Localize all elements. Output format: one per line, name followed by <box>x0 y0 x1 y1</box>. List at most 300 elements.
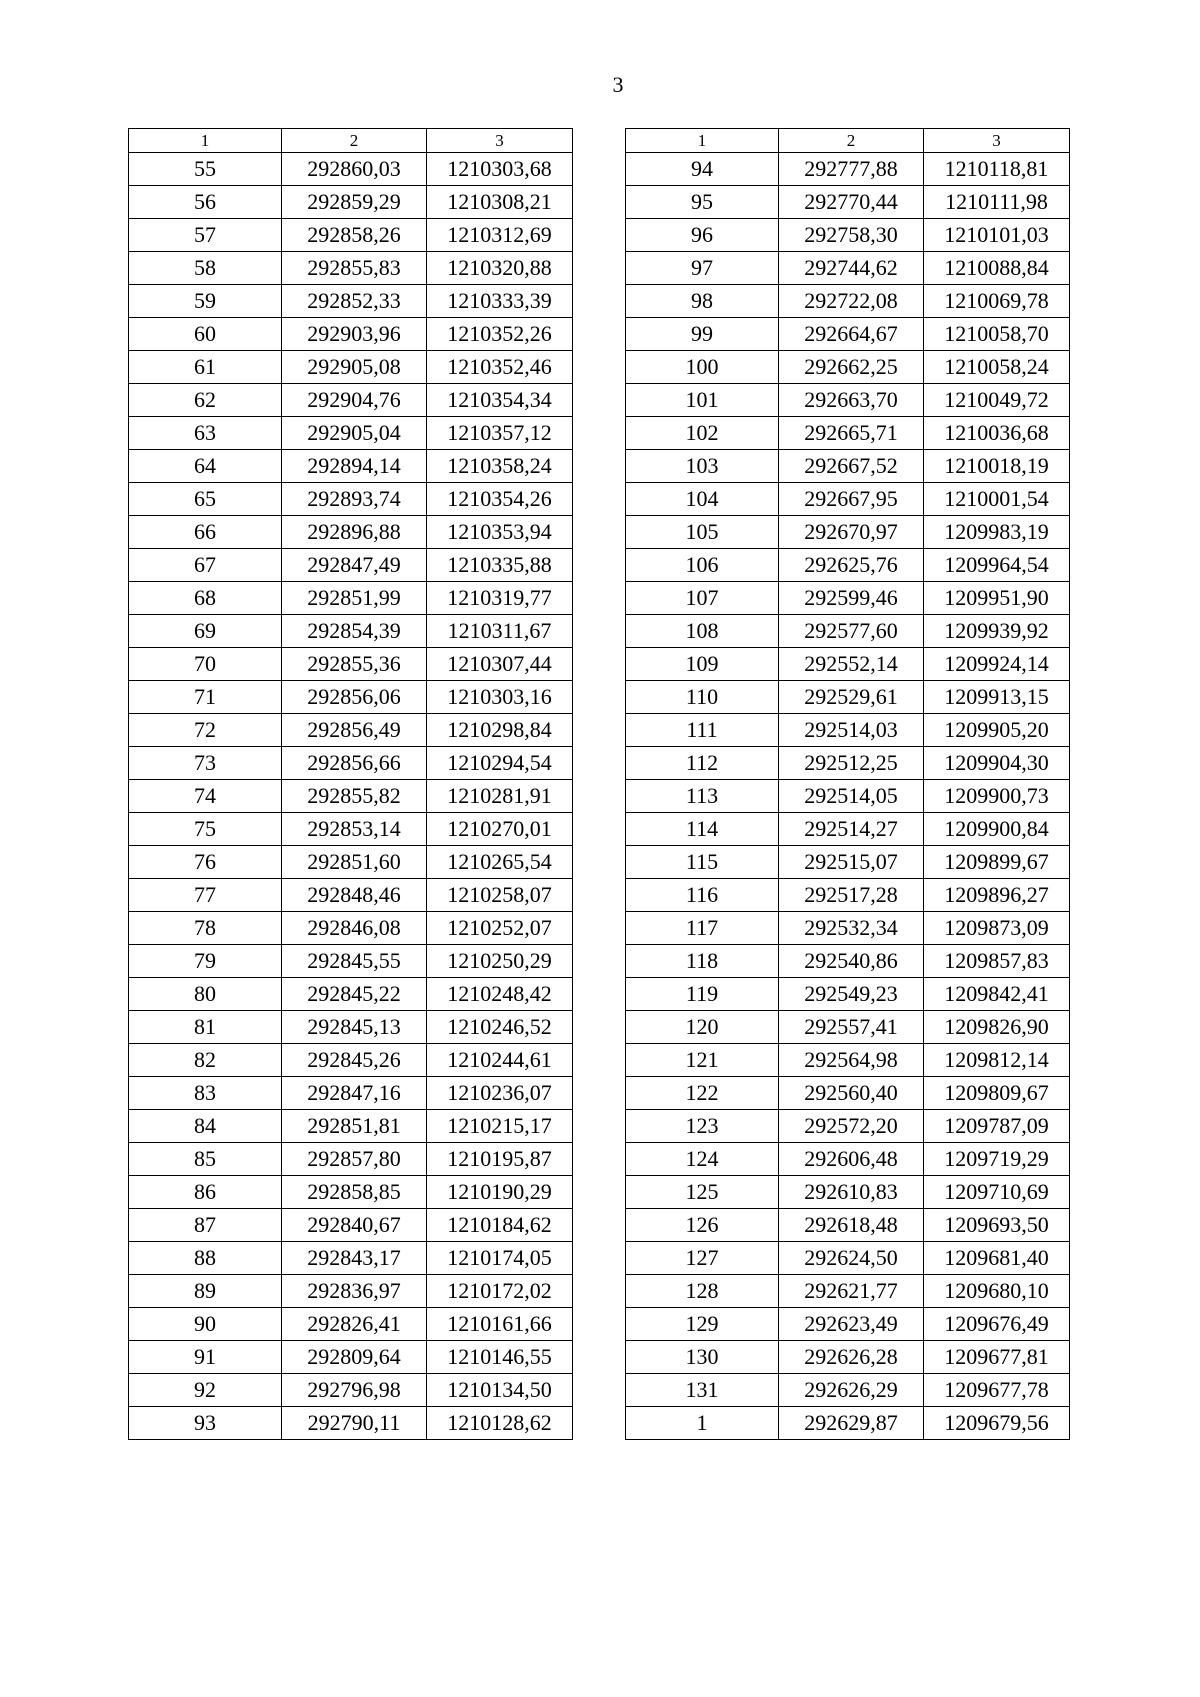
y-coordinate-cell: 1209676,49 <box>924 1308 1070 1341</box>
y-coordinate-cell: 1210111,98 <box>924 186 1070 219</box>
x-coordinate-cell: 292564,98 <box>779 1044 924 1077</box>
y-coordinate-cell: 1209710,69 <box>924 1176 1070 1209</box>
y-coordinate-cell: 1209809,67 <box>924 1077 1070 1110</box>
table-row <box>129 483 573 516</box>
column-header: 2 <box>779 129 924 153</box>
point-number-cell: 71 <box>129 681 282 714</box>
x-coordinate-cell: 292663,70 <box>779 384 924 417</box>
y-coordinate-cell: 1210058,24 <box>924 351 1070 384</box>
point-number-cell: 73 <box>129 747 282 780</box>
point-number-cell: 85 <box>129 1143 282 1176</box>
table-row <box>626 978 1070 1011</box>
point-number-cell: 88 <box>129 1242 282 1275</box>
x-coordinate-cell: 292853,14 <box>282 813 427 846</box>
column-header: 2 <box>282 129 427 153</box>
point-number-cell: 93 <box>129 1407 282 1440</box>
table-row <box>129 516 573 549</box>
y-coordinate-cell: 1210049,72 <box>924 384 1070 417</box>
table-row <box>129 384 573 417</box>
x-coordinate-cell: 292826,41 <box>282 1308 427 1341</box>
point-number-cell: 65 <box>129 483 282 516</box>
table-row <box>129 1407 573 1440</box>
table-row <box>626 186 1070 219</box>
point-number-cell: 110 <box>626 681 779 714</box>
y-coordinate-cell: 1209677,78 <box>924 1374 1070 1407</box>
table-row <box>129 1308 573 1341</box>
table-row <box>129 153 573 186</box>
table-row <box>626 450 1070 483</box>
point-number-cell: 61 <box>129 351 282 384</box>
point-number-cell: 107 <box>626 582 779 615</box>
table-row <box>626 483 1070 516</box>
x-coordinate-cell: 292836,97 <box>282 1275 427 1308</box>
table-row <box>129 1110 573 1143</box>
point-number-cell: 92 <box>129 1374 282 1407</box>
x-coordinate-cell: 292667,95 <box>779 483 924 516</box>
point-number-cell: 127 <box>626 1242 779 1275</box>
y-coordinate-cell: 1210303,68 <box>427 153 573 186</box>
y-coordinate-cell: 1210252,07 <box>427 912 573 945</box>
y-coordinate-cell: 1210320,88 <box>427 252 573 285</box>
y-coordinate-cell: 1210333,39 <box>427 285 573 318</box>
x-coordinate-cell: 292796,98 <box>282 1374 427 1407</box>
point-number-cell: 72 <box>129 714 282 747</box>
table-row <box>626 384 1070 417</box>
table-row <box>129 219 573 252</box>
point-number-cell: 81 <box>129 1011 282 1044</box>
point-number-cell: 89 <box>129 1275 282 1308</box>
table-row <box>626 1341 1070 1374</box>
point-number-cell: 64 <box>129 450 282 483</box>
y-coordinate-cell: 1209826,90 <box>924 1011 1070 1044</box>
table-row <box>626 945 1070 978</box>
table-row <box>626 285 1070 318</box>
column-header: 3 <box>924 129 1070 153</box>
point-number-cell: 103 <box>626 450 779 483</box>
x-coordinate-cell: 292858,85 <box>282 1176 427 1209</box>
table-row <box>626 1077 1070 1110</box>
x-coordinate-cell: 292894,14 <box>282 450 427 483</box>
y-coordinate-cell: 1209900,73 <box>924 780 1070 813</box>
y-coordinate-cell: 1210308,21 <box>427 186 573 219</box>
x-coordinate-cell: 292846,08 <box>282 912 427 945</box>
point-number-cell: 106 <box>626 549 779 582</box>
column-header: 1 <box>626 129 779 153</box>
y-coordinate-cell: 1209983,19 <box>924 516 1070 549</box>
column-header: 1 <box>129 129 282 153</box>
x-coordinate-cell: 292845,55 <box>282 945 427 978</box>
table-row <box>129 1011 573 1044</box>
y-coordinate-cell: 1209913,15 <box>924 681 1070 714</box>
y-coordinate-cell: 1210319,77 <box>427 582 573 615</box>
point-number-cell: 78 <box>129 912 282 945</box>
table-row <box>129 714 573 747</box>
x-coordinate-cell: 292517,28 <box>779 879 924 912</box>
x-coordinate-cell: 292852,33 <box>282 285 427 318</box>
x-coordinate-cell: 292514,05 <box>779 780 924 813</box>
point-number-cell: 75 <box>129 813 282 846</box>
y-coordinate-cell: 1209719,29 <box>924 1143 1070 1176</box>
point-number-cell: 77 <box>129 879 282 912</box>
table-row <box>129 186 573 219</box>
point-number-cell: 114 <box>626 813 779 846</box>
table-header-row <box>129 129 573 153</box>
x-coordinate-cell: 292512,25 <box>779 747 924 780</box>
x-coordinate-cell: 292758,30 <box>779 219 924 252</box>
x-coordinate-cell: 292572,20 <box>779 1110 924 1143</box>
point-number-cell: 87 <box>129 1209 282 1242</box>
y-coordinate-cell: 1210018,19 <box>924 450 1070 483</box>
point-number-cell: 83 <box>129 1077 282 1110</box>
y-coordinate-cell: 1210174,05 <box>427 1242 573 1275</box>
y-coordinate-cell: 1210088,84 <box>924 252 1070 285</box>
y-coordinate-cell: 1210258,07 <box>427 879 573 912</box>
y-coordinate-cell: 1210146,55 <box>427 1341 573 1374</box>
table-row <box>129 1341 573 1374</box>
point-number-cell: 125 <box>626 1176 779 1209</box>
y-coordinate-cell: 1210358,24 <box>427 450 573 483</box>
table-row <box>129 846 573 879</box>
table-row <box>626 681 1070 714</box>
point-number-cell: 131 <box>626 1374 779 1407</box>
x-coordinate-cell: 292744,62 <box>779 252 924 285</box>
x-coordinate-cell: 292859,29 <box>282 186 427 219</box>
point-number-cell: 82 <box>129 1044 282 1077</box>
point-number-cell: 108 <box>626 615 779 648</box>
point-number-cell: 124 <box>626 1143 779 1176</box>
table-row <box>129 1143 573 1176</box>
table-row <box>129 681 573 714</box>
x-coordinate-cell: 292851,60 <box>282 846 427 879</box>
point-number-cell: 66 <box>129 516 282 549</box>
point-number-cell: 58 <box>129 252 282 285</box>
x-coordinate-cell: 292848,46 <box>282 879 427 912</box>
table-row <box>626 780 1070 813</box>
x-coordinate-cell: 292858,26 <box>282 219 427 252</box>
point-number-cell: 90 <box>129 1308 282 1341</box>
y-coordinate-cell: 1209964,54 <box>924 549 1070 582</box>
y-coordinate-cell: 1209904,30 <box>924 747 1070 780</box>
x-coordinate-cell: 292667,52 <box>779 450 924 483</box>
table-row <box>626 1407 1070 1440</box>
y-coordinate-cell: 1209681,40 <box>924 1242 1070 1275</box>
point-number-cell: 55 <box>129 153 282 186</box>
x-coordinate-cell: 292845,22 <box>282 978 427 1011</box>
x-coordinate-cell: 292626,29 <box>779 1374 924 1407</box>
table-row <box>129 978 573 1011</box>
x-coordinate-cell: 292790,11 <box>282 1407 427 1440</box>
x-coordinate-cell: 292856,66 <box>282 747 427 780</box>
x-coordinate-cell: 292905,08 <box>282 351 427 384</box>
point-number-cell: 130 <box>626 1341 779 1374</box>
y-coordinate-cell: 1210312,69 <box>427 219 573 252</box>
coordinates-table-left <box>128 128 573 1440</box>
x-coordinate-cell: 292625,76 <box>779 549 924 582</box>
point-number-cell: 57 <box>129 219 282 252</box>
table-row <box>129 450 573 483</box>
x-coordinate-cell: 292514,27 <box>779 813 924 846</box>
point-number-cell: 126 <box>626 1209 779 1242</box>
table-row <box>626 813 1070 846</box>
point-number-cell: 97 <box>626 252 779 285</box>
table-row <box>626 1044 1070 1077</box>
table-row <box>626 549 1070 582</box>
y-coordinate-cell: 1210250,29 <box>427 945 573 978</box>
x-coordinate-cell: 292514,03 <box>779 714 924 747</box>
x-coordinate-cell: 292856,49 <box>282 714 427 747</box>
table-row <box>626 1374 1070 1407</box>
x-coordinate-cell: 292857,80 <box>282 1143 427 1176</box>
table-row <box>626 879 1070 912</box>
x-coordinate-cell: 292629,87 <box>779 1407 924 1440</box>
point-number-cell: 116 <box>626 879 779 912</box>
x-coordinate-cell: 292560,40 <box>779 1077 924 1110</box>
point-number-cell: 79 <box>129 945 282 978</box>
table-row <box>626 846 1070 879</box>
y-coordinate-cell: 1210195,87 <box>427 1143 573 1176</box>
y-coordinate-cell: 1209857,83 <box>924 945 1070 978</box>
y-coordinate-cell: 1210303,16 <box>427 681 573 714</box>
y-coordinate-cell: 1210311,67 <box>427 615 573 648</box>
y-coordinate-cell: 1210265,54 <box>427 846 573 879</box>
point-number-cell: 109 <box>626 648 779 681</box>
x-coordinate-cell: 292552,14 <box>779 648 924 681</box>
table-row <box>129 1044 573 1077</box>
x-coordinate-cell: 292893,74 <box>282 483 427 516</box>
y-coordinate-cell: 1210001,54 <box>924 483 1070 516</box>
x-coordinate-cell: 292847,16 <box>282 1077 427 1110</box>
y-coordinate-cell: 1210101,03 <box>924 219 1070 252</box>
y-coordinate-cell: 1210353,94 <box>427 516 573 549</box>
y-coordinate-cell: 1210058,70 <box>924 318 1070 351</box>
x-coordinate-cell: 292847,49 <box>282 549 427 582</box>
x-coordinate-cell: 292777,88 <box>779 153 924 186</box>
table-row <box>129 648 573 681</box>
table-row <box>129 879 573 912</box>
table-row <box>626 747 1070 780</box>
y-coordinate-cell: 1210354,34 <box>427 384 573 417</box>
point-number-cell: 63 <box>129 417 282 450</box>
x-coordinate-cell: 292856,06 <box>282 681 427 714</box>
y-coordinate-cell: 1210354,26 <box>427 483 573 516</box>
y-coordinate-cell: 1210357,12 <box>427 417 573 450</box>
x-coordinate-cell: 292529,61 <box>779 681 924 714</box>
y-coordinate-cell: 1210161,66 <box>427 1308 573 1341</box>
table-row <box>626 714 1070 747</box>
table-row <box>129 747 573 780</box>
point-number-cell: 74 <box>129 780 282 813</box>
y-coordinate-cell: 1209900,84 <box>924 813 1070 846</box>
point-number-cell: 99 <box>626 318 779 351</box>
point-number-cell: 104 <box>626 483 779 516</box>
x-coordinate-cell: 292664,67 <box>779 318 924 351</box>
y-coordinate-cell: 1209905,20 <box>924 714 1070 747</box>
point-number-cell: 69 <box>129 615 282 648</box>
y-coordinate-cell: 1209951,90 <box>924 582 1070 615</box>
point-number-cell: 102 <box>626 417 779 450</box>
x-coordinate-cell: 292577,60 <box>779 615 924 648</box>
table-row <box>129 549 573 582</box>
x-coordinate-cell: 292855,82 <box>282 780 427 813</box>
y-coordinate-cell: 1210307,44 <box>427 648 573 681</box>
point-number-cell: 98 <box>626 285 779 318</box>
x-coordinate-cell: 292670,97 <box>779 516 924 549</box>
table-row <box>626 1176 1070 1209</box>
table-row <box>129 813 573 846</box>
table-row <box>626 351 1070 384</box>
point-number-cell: 119 <box>626 978 779 1011</box>
y-coordinate-cell: 1209677,81 <box>924 1341 1070 1374</box>
table-row <box>129 1374 573 1407</box>
x-coordinate-cell: 292557,41 <box>779 1011 924 1044</box>
table-row <box>626 1242 1070 1275</box>
y-coordinate-cell: 1210134,50 <box>427 1374 573 1407</box>
coordinates-table-right <box>625 128 1070 1440</box>
y-coordinate-cell: 1210118,81 <box>924 153 1070 186</box>
y-coordinate-cell: 1209899,67 <box>924 846 1070 879</box>
table-row <box>626 1143 1070 1176</box>
y-coordinate-cell: 1210236,07 <box>427 1077 573 1110</box>
table-header-row <box>626 129 1070 153</box>
x-coordinate-cell: 292540,86 <box>779 945 924 978</box>
table-row <box>626 1209 1070 1242</box>
table-row <box>129 1176 573 1209</box>
x-coordinate-cell: 292843,17 <box>282 1242 427 1275</box>
x-coordinate-cell: 292618,48 <box>779 1209 924 1242</box>
table-row <box>129 780 573 813</box>
x-coordinate-cell: 292904,76 <box>282 384 427 417</box>
y-coordinate-cell: 1210294,54 <box>427 747 573 780</box>
table-row <box>129 945 573 978</box>
point-number-cell: 1 <box>626 1407 779 1440</box>
point-number-cell: 120 <box>626 1011 779 1044</box>
table-row <box>626 582 1070 615</box>
table-row <box>626 318 1070 351</box>
x-coordinate-cell: 292606,48 <box>779 1143 924 1176</box>
y-coordinate-cell: 1210270,01 <box>427 813 573 846</box>
y-coordinate-cell: 1210352,26 <box>427 318 573 351</box>
x-coordinate-cell: 292624,50 <box>779 1242 924 1275</box>
table-row <box>129 1275 573 1308</box>
x-coordinate-cell: 292855,36 <box>282 648 427 681</box>
x-coordinate-cell: 292515,07 <box>779 846 924 879</box>
table-row <box>129 1242 573 1275</box>
x-coordinate-cell: 292845,26 <box>282 1044 427 1077</box>
point-number-cell: 76 <box>129 846 282 879</box>
page-number: 3 <box>612 72 624 97</box>
point-number-cell: 112 <box>626 747 779 780</box>
point-number-cell: 122 <box>626 1077 779 1110</box>
point-number-cell: 123 <box>626 1110 779 1143</box>
y-coordinate-cell: 1210190,29 <box>427 1176 573 1209</box>
point-number-cell: 86 <box>129 1176 282 1209</box>
x-coordinate-cell: 292896,88 <box>282 516 427 549</box>
point-number-cell: 128 <box>626 1275 779 1308</box>
point-number-cell: 117 <box>626 912 779 945</box>
x-coordinate-cell: 292809,64 <box>282 1341 427 1374</box>
y-coordinate-cell: 1210128,62 <box>427 1407 573 1440</box>
y-coordinate-cell: 1210244,61 <box>427 1044 573 1077</box>
x-coordinate-cell: 292626,28 <box>779 1341 924 1374</box>
x-coordinate-cell: 292610,83 <box>779 1176 924 1209</box>
point-number-cell: 105 <box>626 516 779 549</box>
point-number-cell: 67 <box>129 549 282 582</box>
point-number-cell: 70 <box>129 648 282 681</box>
x-coordinate-cell: 292599,46 <box>779 582 924 615</box>
y-coordinate-cell: 1210281,91 <box>427 780 573 813</box>
x-coordinate-cell: 292662,25 <box>779 351 924 384</box>
point-number-cell: 101 <box>626 384 779 417</box>
x-coordinate-cell: 292623,49 <box>779 1308 924 1341</box>
point-number-cell: 111 <box>626 714 779 747</box>
y-coordinate-cell: 1209873,09 <box>924 912 1070 945</box>
x-coordinate-cell: 292860,03 <box>282 153 427 186</box>
table-row <box>626 615 1070 648</box>
x-coordinate-cell: 292621,77 <box>779 1275 924 1308</box>
y-coordinate-cell: 1209680,10 <box>924 1275 1070 1308</box>
table-row <box>626 648 1070 681</box>
y-coordinate-cell: 1210069,78 <box>924 285 1070 318</box>
table-row <box>626 153 1070 186</box>
point-number-cell: 96 <box>626 219 779 252</box>
y-coordinate-cell: 1209693,50 <box>924 1209 1070 1242</box>
x-coordinate-cell: 292855,83 <box>282 252 427 285</box>
x-coordinate-cell: 292770,44 <box>779 186 924 219</box>
x-coordinate-cell: 292722,08 <box>779 285 924 318</box>
point-number-cell: 59 <box>129 285 282 318</box>
y-coordinate-cell: 1209842,41 <box>924 978 1070 1011</box>
table-row <box>129 582 573 615</box>
y-coordinate-cell: 1209924,14 <box>924 648 1070 681</box>
table-row <box>626 219 1070 252</box>
point-number-cell: 62 <box>129 384 282 417</box>
x-coordinate-cell: 292903,96 <box>282 318 427 351</box>
table-row <box>129 615 573 648</box>
point-number-cell: 129 <box>626 1308 779 1341</box>
y-coordinate-cell: 1209812,14 <box>924 1044 1070 1077</box>
table-row <box>626 1110 1070 1143</box>
y-coordinate-cell: 1210298,84 <box>427 714 573 747</box>
point-number-cell: 121 <box>626 1044 779 1077</box>
x-coordinate-cell: 292854,39 <box>282 615 427 648</box>
table-row <box>626 516 1070 549</box>
point-number-cell: 68 <box>129 582 282 615</box>
table-row <box>626 417 1070 450</box>
y-coordinate-cell: 1209787,09 <box>924 1110 1070 1143</box>
x-coordinate-cell: 292840,67 <box>282 1209 427 1242</box>
table-row <box>129 351 573 384</box>
point-number-cell: 94 <box>626 153 779 186</box>
table-row <box>626 252 1070 285</box>
table-row <box>129 417 573 450</box>
point-number-cell: 95 <box>626 186 779 219</box>
table-row <box>129 1209 573 1242</box>
table-row <box>626 1011 1070 1044</box>
x-coordinate-cell: 292549,23 <box>779 978 924 1011</box>
y-coordinate-cell: 1209939,92 <box>924 615 1070 648</box>
point-number-cell: 100 <box>626 351 779 384</box>
table-row <box>129 912 573 945</box>
x-coordinate-cell: 292845,13 <box>282 1011 427 1044</box>
y-coordinate-cell: 1210248,42 <box>427 978 573 1011</box>
y-coordinate-cell: 1210184,62 <box>427 1209 573 1242</box>
table-row <box>129 318 573 351</box>
y-coordinate-cell: 1210246,52 <box>427 1011 573 1044</box>
y-coordinate-cell: 1210172,02 <box>427 1275 573 1308</box>
x-coordinate-cell: 292905,04 <box>282 417 427 450</box>
point-number-cell: 56 <box>129 186 282 219</box>
x-coordinate-cell: 292851,81 <box>282 1110 427 1143</box>
